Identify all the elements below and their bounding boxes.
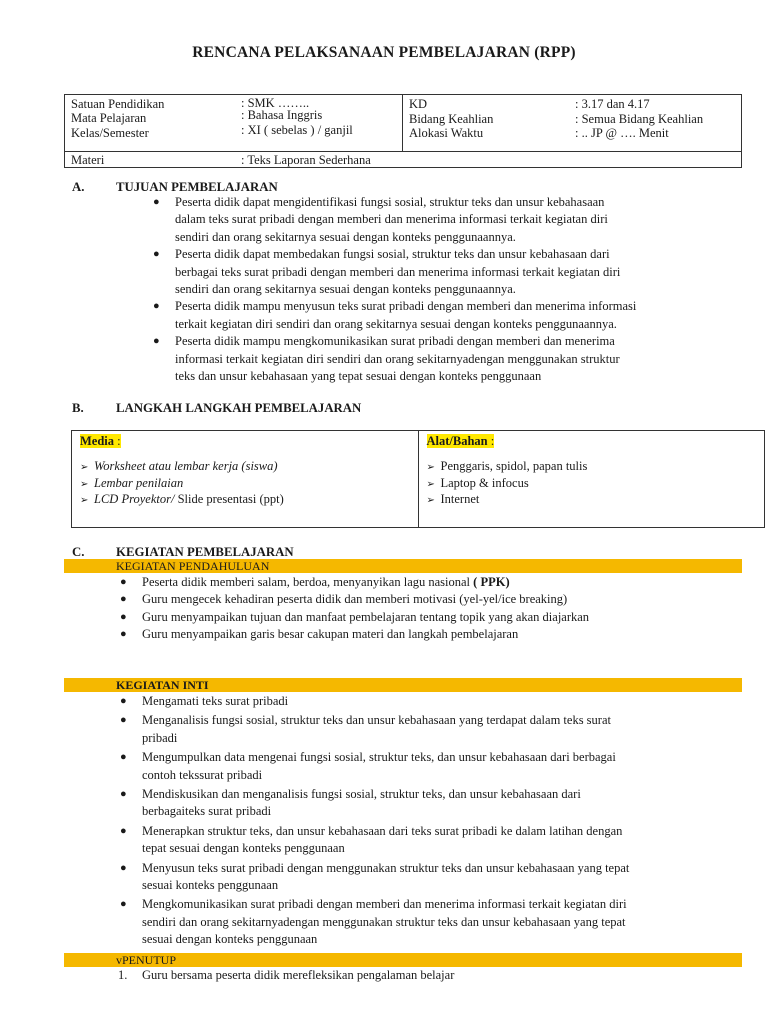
tujuan-list — [153, 194, 745, 385]
value-alokasi-waktu: : .. JP @ …. Menit — [575, 126, 669, 140]
kegiatan-inti-bar: KEGIATAN INTI — [64, 678, 742, 692]
pendahuluan-item: ● Guru mengecek kehadiran peserta didik dan memberi motivasi (yel-yel/ice breaking) — [120, 592, 568, 607]
arrow-bullet-icon: ➢ — [426, 462, 435, 473]
tujuan-item: ● Peserta didik mampu menyusun teks surat pribadi dengan memberi dan menerima informasi terkait kegiatan diri sendiri dan orang sekitarnya sesuai dengan konteks penggunaannya. — [153, 299, 637, 331]
inti-item: ● Menyusun teks surat pribadi dengan menggunakan struktur teks dan unsur kebahasaan yang tepat sesuai konteks penggunaan — [120, 860, 630, 893]
label-kd: KD — [409, 97, 428, 111]
label-bidang-keahlian: Bidang Keahlian — [409, 112, 494, 126]
section-c-heading — [72, 545, 294, 560]
kegiatan-pendahuluan-bar: KEGIATAN PENDAHULUAN — [64, 559, 742, 573]
value-bidang-keahlian: : Semua Bidang Keahlian — [575, 112, 704, 126]
info-table — [64, 94, 742, 168]
value-kd: : 3.17 dan 4.17 — [575, 97, 650, 111]
pendahuluan-list — [120, 574, 742, 644]
label-kelas-semester: Kelas/Semester — [71, 126, 149, 140]
section-b-title: LANGKAH LANGKAH PEMBELAJARAN — [116, 401, 362, 415]
arrow-bullet-icon: ➢ — [426, 478, 435, 490]
penutup-bar: vPENUTUP — [64, 953, 742, 967]
pendahuluan-item: ● Peserta didik memberi salam, berdoa, menyanyikan lagu nasional ( PPK) — [120, 575, 510, 589]
arrow-bullet-icon: ➢ — [80, 478, 89, 490]
section-a-title: TUJUAN PEMBELAJARAN — [116, 180, 278, 194]
value-mata-pelajaran: : Bahasa Inggris — [241, 108, 323, 122]
tujuan-item: ● Peserta didik dapat mengidentifikasi fungsi sosial, struktur teks dan unsur kebahasaan dalam teks surat pribadi dengan memberi dan menerima informasi terkait kegiatan diri sendiri dan orang sekitarnya sesuai dengan konteks penggunaannya. — [153, 195, 608, 244]
info-right-cell — [403, 95, 742, 152]
section-a-heading — [72, 180, 278, 195]
value-satuan-pendidikan: : SMK …….. — [241, 96, 310, 110]
section-a-letter: A. — [72, 180, 85, 194]
penutup-item: 1. Guru bersama peserta didik merefleksikan pengalaman belajar — [118, 968, 455, 982]
section-c-letter: C. — [72, 545, 85, 559]
section-c-title: KEGIATAN PEMBELAJARAN — [116, 545, 294, 559]
arrow-bullet-icon: ➢ — [80, 495, 89, 506]
info-left-cell — [65, 95, 403, 152]
media-item: ➢ Worksheet atau lembar kerja (siswa) — [80, 459, 410, 476]
media-heading: Media — [80, 434, 115, 448]
inti-item: ● Mengkomunikasikan surat pribadi dengan memberi dan menerima informasi terkait kegiatan diri sendiri dan orang sekitarnyadengan menggunakan struktur teks dan unsur kebahasaan yang tepat sesuai dengan konteks penggunaan — [120, 897, 627, 947]
inti-item: ● Mengumpulkan data mengenai fungsi sosial, struktur teks, dan unsur kebahasaan dari berbagai contoh tekssurat pribadi — [120, 750, 616, 782]
value-kelas-semester: : XI ( sebelas ) / ganjil — [241, 123, 353, 137]
alat-list — [427, 459, 757, 509]
alat-cell: Alat/Bahan : ➢ Penggaris, spidol, papan tulis ➢ Laptop & infocus ➢ Internet — [418, 431, 765, 528]
label-satuan-pendidikan: Satuan Pendidikan — [71, 97, 165, 111]
arrow-bullet-icon: ➢ — [80, 462, 89, 473]
materi-row — [65, 152, 742, 168]
penutup-list — [118, 967, 742, 983]
pendahuluan-item: ● Guru menyampaikan garis besar cakupan materi dan langkah pembelajaran — [120, 627, 519, 642]
alat-item: ➢ Penggaris, spidol, papan tulis — [427, 459, 757, 476]
inti-list — [120, 693, 742, 949]
label-alokasi-waktu: Alokasi Waktu — [409, 126, 484, 140]
tujuan-item: ● Peserta didik mampu mengkomunikasikan surat pribadi dengan memberi dan menerima informasi terkait kegiatan diri sendiri dan orang sekitarnyadengan menggunakan struktur teks dan unsur kebahasaan yang tepat sesuai dengan konteks penggunaan — [153, 334, 620, 384]
document-title: RENCANA PELAKSANAAN PEMBELAJARAN (RPP) — [192, 44, 576, 61]
label-materi: Materi — [71, 153, 105, 167]
media-list — [80, 459, 410, 509]
alat-heading: Alat/Bahan — [426, 434, 488, 448]
arrow-bullet-icon: ➢ — [426, 495, 435, 506]
inti-item: ● Menganalisis fungsi sosial, struktur teks dan unsur kebahasaan yang terdapat dalam teks surat pribadi — [120, 713, 611, 745]
media-alat-table — [71, 430, 765, 528]
label-mata-pelajaran: Mata Pelajaran — [71, 111, 147, 125]
section-b-heading — [72, 401, 361, 416]
alat-item: ➢ Laptop & infocus — [427, 476, 757, 493]
media-item: ➢ LCD Proyektor/ Slide presentasi (ppt) — [80, 492, 410, 509]
tujuan-item: ● Peserta didik dapat membedakan fungsi sosial, struktur teks dan unsur kebahasaan dari berbagai teks surat pribadi dengan memberi dan menerima informasi terkait kegiatan diri sendiri dan orang sekitarnya sesuai dengan konteks penggunaannya. — [153, 247, 621, 297]
inti-item: ● Menerapkan struktur teks, dan unsur kebahasaan dari teks surat pribadi ke dalam latihan dengan tepat sesuai dengan konteks penggunaan — [120, 823, 623, 856]
media-cell: Media : ➢ Worksheet atau lembar kerja (siswa) ➢ Lembar penilaian ➢ LCD Proyektor/ Slide presentasi (ppt) — [72, 431, 419, 528]
section-b-letter: B. — [72, 401, 84, 415]
pendahuluan-item: ● Guru menyampaikan tujuan dan manfaat pembelajaran tentang topik yang akan diajarkan — [120, 609, 590, 624]
value-materi: : Teks Laporan Sederhana — [241, 153, 371, 167]
alat-item: ➢ Internet — [427, 492, 757, 509]
inti-item: ● Mendiskusikan dan menganalisis fungsi sosial, struktur teks, dan unsur kebahasaan dari berbagaiteks surat pribadi — [120, 787, 581, 819]
media-item: ➢ Lembar penilaian — [80, 476, 410, 493]
inti-item: ● Mengamati teks surat pribadi — [120, 694, 289, 708]
